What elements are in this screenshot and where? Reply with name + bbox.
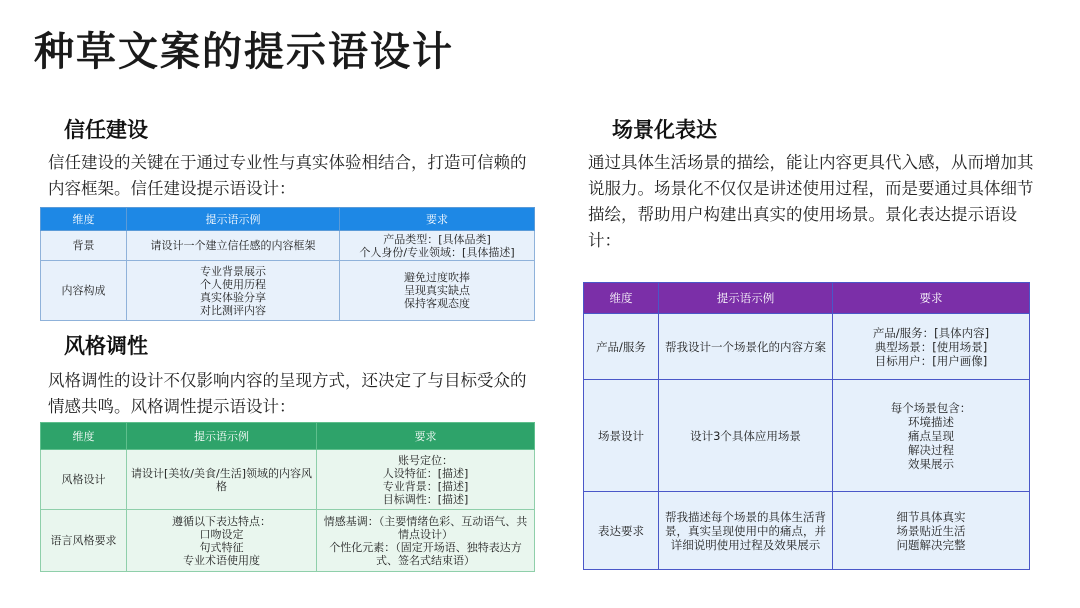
trust-table	[40, 207, 535, 321]
trust-heading: 信任建设	[64, 118, 148, 142]
scene-paragraph: 通过具体生活场景的描绘，能让内容更具代入感，从而增加其说服力。场景化不仅仅是讲述使用过程，而是要通过具体细节描绘，帮助用户构建出真实的使用场景。景化表达提示语设计：	[588, 153, 1034, 250]
table-row	[584, 380, 1030, 492]
example-cell: 请设计[美妆/美食/生活]领域的内容风格	[127, 450, 317, 510]
scene-heading: 场景化表达	[612, 118, 717, 142]
table-row	[41, 510, 535, 572]
example-cell: 设计3个具体应用场景	[659, 380, 833, 492]
dimension-cell: 语言风格要求	[41, 510, 127, 572]
column-header: 维度	[584, 283, 659, 314]
requirement-cell: 避免过度吹捧 呈现真实缺点 保持客观态度	[340, 261, 535, 321]
trust-paragraph: 信任建设的关键在于通过专业性与真实体验相结合，打造可信赖的内容框架。信任建设提示语设计：	[48, 153, 527, 198]
example-cell: 遵循以下表达特点： 口吻设定 句式特征 专业术语使用度	[127, 510, 317, 572]
table-row	[584, 314, 1030, 380]
table-header-row	[584, 283, 1030, 314]
table-row	[584, 492, 1030, 570]
style-table	[40, 422, 535, 572]
example-cell: 帮我设计一个场景化的内容方案	[659, 314, 833, 380]
dimension-cell: 表达要求	[584, 492, 659, 570]
dimension-cell: 场景设计	[584, 380, 659, 492]
requirement-cell: 产品/服务：[具体内容] 典型场景：[使用场景] 目标用户：[用户画像]	[833, 314, 1030, 380]
column-header: 要求	[340, 208, 535, 231]
table-row	[41, 450, 535, 510]
dimension-cell: 风格设计	[41, 450, 127, 510]
column-header: 提示语示例	[659, 283, 833, 314]
column-header: 要求	[833, 283, 1030, 314]
example-cell: 请设计一个建立信任感的内容框架	[127, 231, 340, 261]
column-header: 维度	[41, 208, 127, 231]
table-row	[41, 231, 535, 261]
scene-table	[583, 282, 1030, 570]
dimension-cell: 背景	[41, 231, 127, 261]
column-header: 提示语示例	[127, 423, 317, 450]
requirement-cell: 产品类型：[具体品类] 个人身份/专业领域：[具体描述]	[340, 231, 535, 261]
page-title: 种草文案的提示语设计	[34, 29, 454, 75]
table-header-row	[41, 423, 535, 450]
table-row	[41, 261, 535, 321]
style-heading: 风格调性	[64, 334, 148, 358]
example-cell: 专业背景展示 个人使用历程 真实体验分享 对比测评内容	[127, 261, 340, 321]
dimension-cell: 产品/服务	[584, 314, 659, 380]
requirement-cell: 每个场景包含： 环境描述 痛点呈现 解决过程 效果展示	[833, 380, 1030, 492]
example-cell: 帮我描述每个场景的具体生活背景，真实呈现使用中的痛点，并详细说明使用过程及效果展示	[659, 492, 833, 570]
column-header: 维度	[41, 423, 127, 450]
requirement-cell: 细节具体真实 场景贴近生活 问题解决完整	[833, 492, 1030, 570]
requirement-cell: 账号定位： 人设特征：[描述] 专业背景：[描述] 目标调性：[描述]	[317, 450, 535, 510]
dimension-cell: 内容构成	[41, 261, 127, 321]
table-header-row	[41, 208, 535, 231]
requirement-cell: 情感基调：（主要情绪色彩、互动语气、共情点设计） 个性化元素：（固定开场语、独特表达方式、签名式结束语）	[317, 510, 535, 572]
column-header: 提示语示例	[127, 208, 340, 231]
column-header: 要求	[317, 423, 535, 450]
style-paragraph: 风格调性的设计不仅影响内容的呈现方式，还决定了与目标受众的情感共鸣。风格调性提示语设计：	[48, 371, 527, 416]
